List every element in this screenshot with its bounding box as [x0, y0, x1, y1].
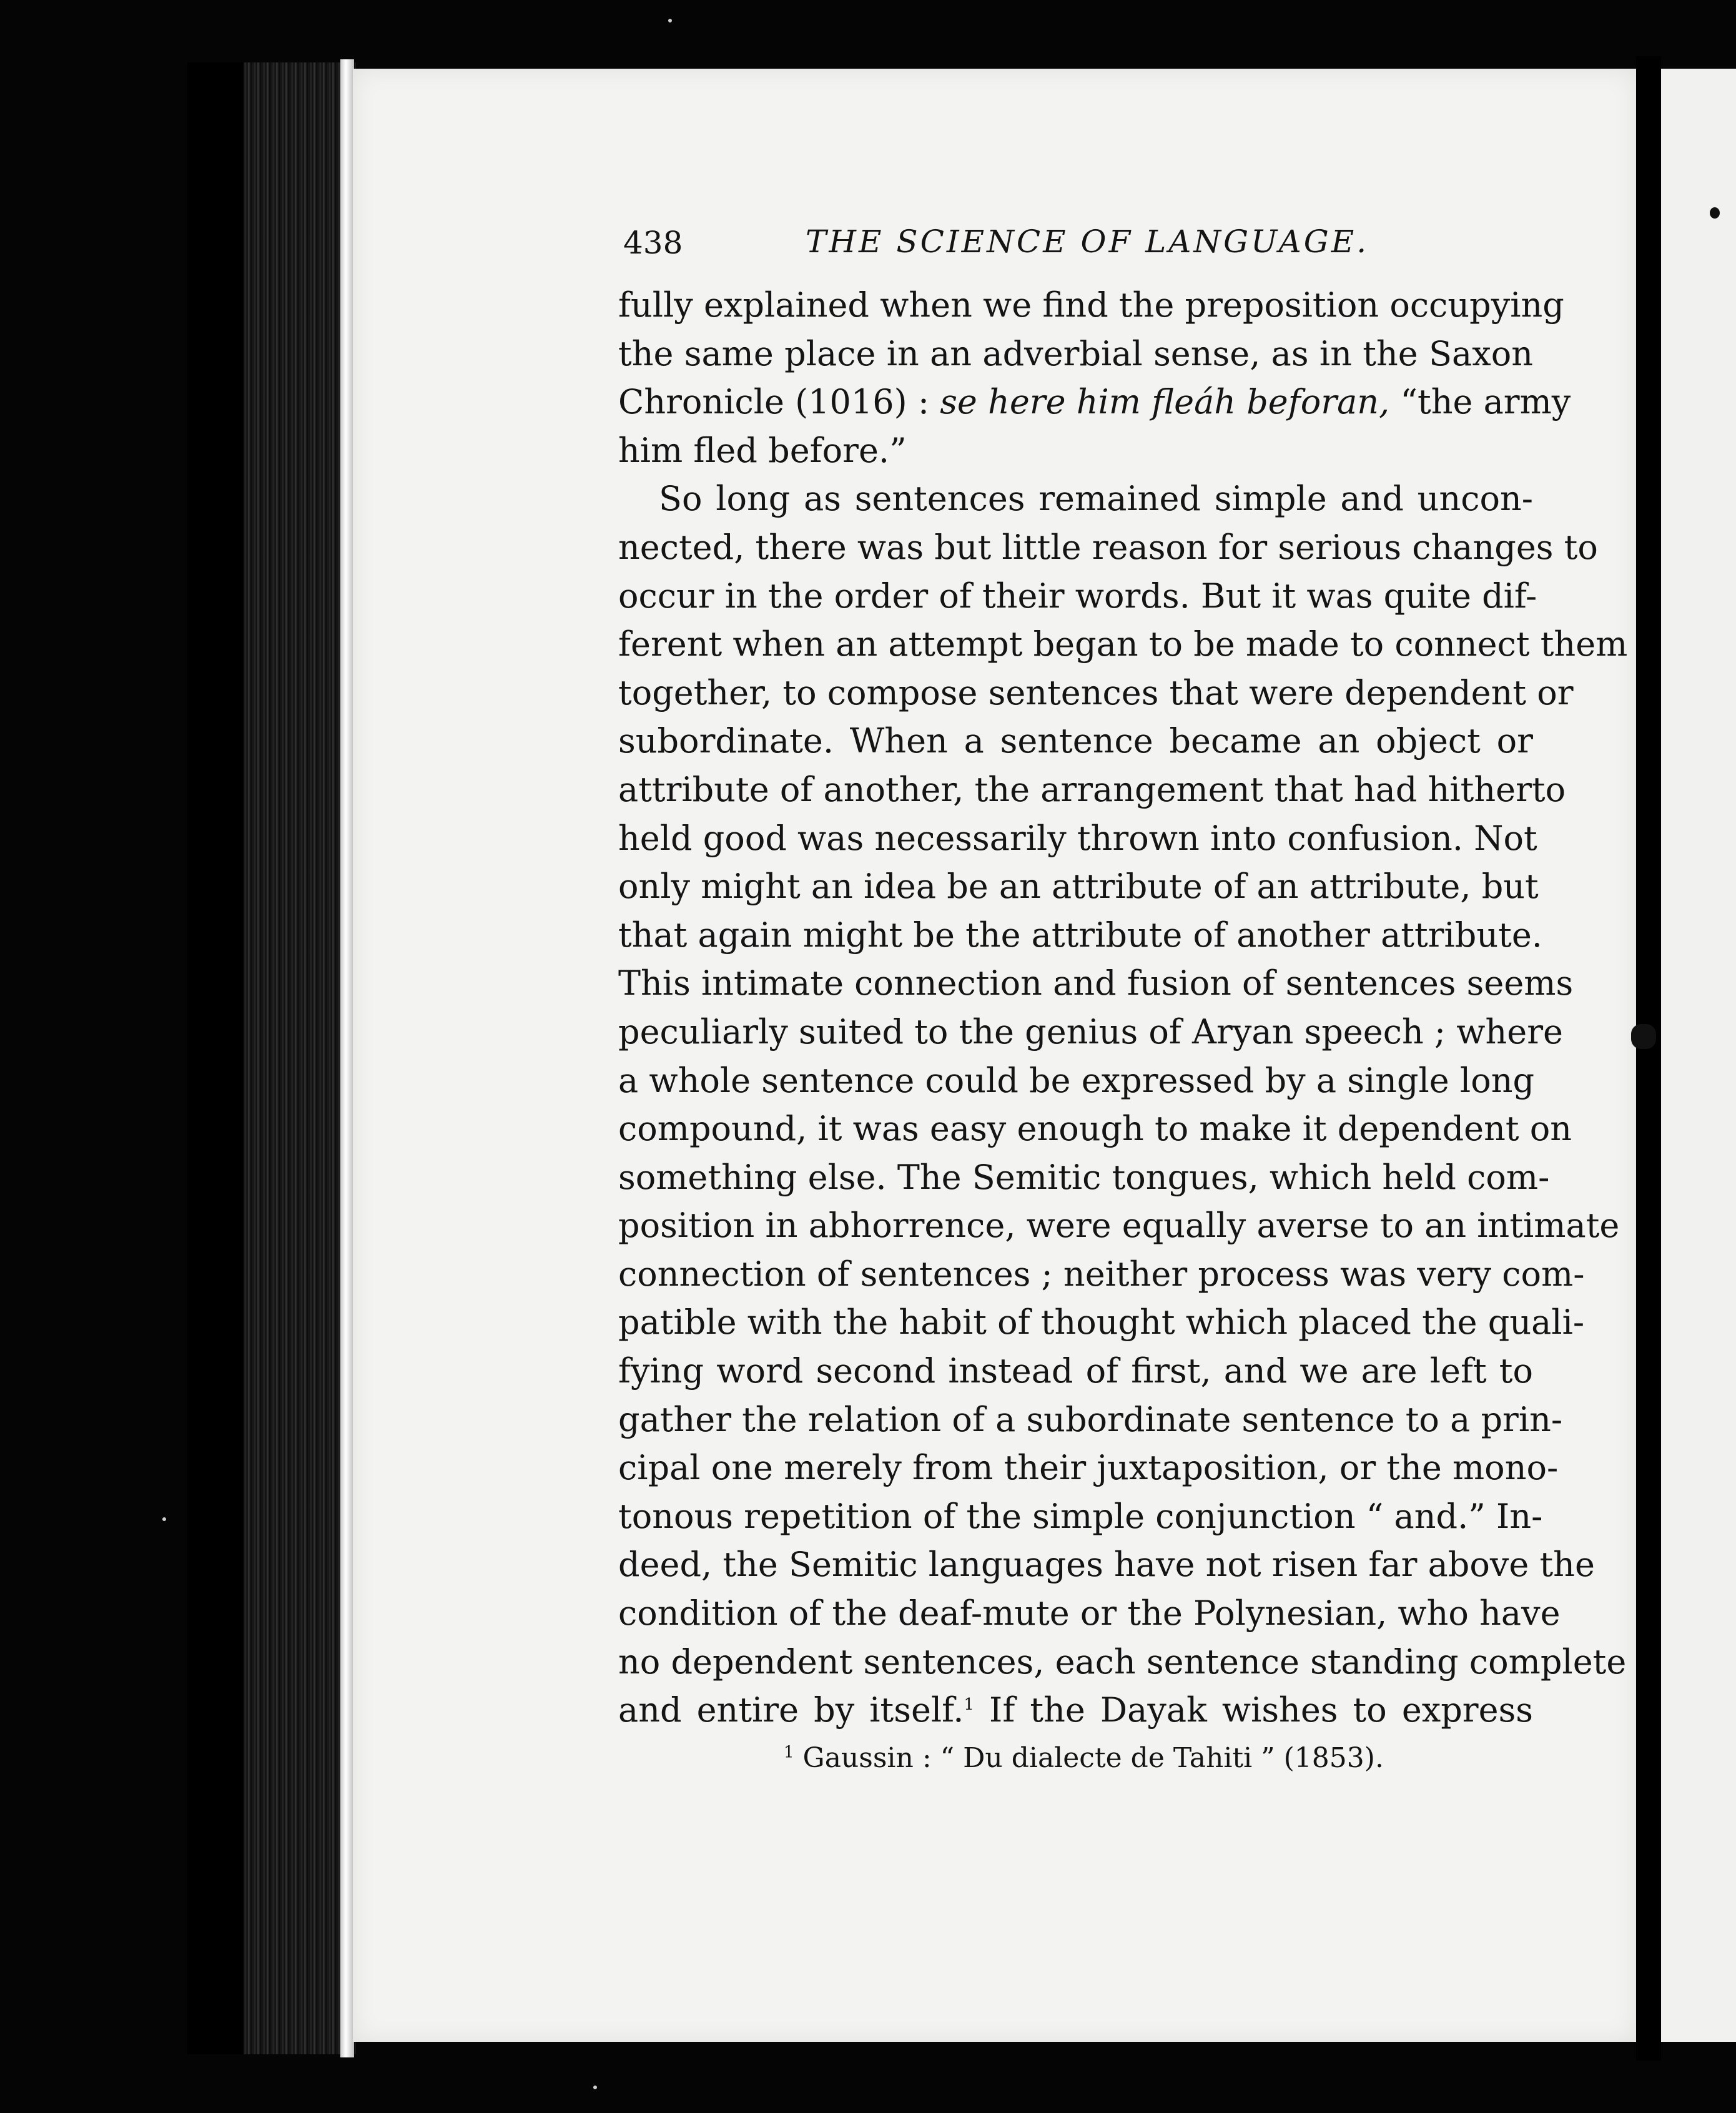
text-line: position in abhorrence, were equally averse to an intimate [618, 1206, 1620, 1246]
text-line: compound, it was easy enough to make it dependent on [618, 1109, 1572, 1149]
gutter-shadow [1636, 56, 1661, 2061]
running-head: THE SCIENCE OF LANGUAGE. [806, 224, 1369, 260]
dust-speck [162, 1517, 166, 1521]
text-line: occur in the order of their words. But it was quite dif- [618, 576, 1537, 616]
text-line: This intimate connection and fusion of sentences seems [618, 963, 1574, 1003]
text-line: condition of the deaf-mute or the Polynesian, who have [618, 1593, 1561, 1633]
dust-speck [593, 2086, 597, 2089]
text-line: nected, there was but little reason for serious changes to [618, 527, 1598, 567]
sentence-end: and entire by itself. [618, 1690, 964, 1730]
footnote-reference: 1 [964, 1695, 974, 1715]
text-line: together, to compose sentences that were dependent or [618, 672, 1574, 712]
text-line: the same place in an adverbial sense, as in the Saxon [618, 333, 1533, 373]
text-line: a whole sentence could be expressed by a single long [618, 1060, 1535, 1100]
footnote [618, 1740, 1533, 1777]
text-line: something else. The Semitic tongues, which held com- [618, 1157, 1550, 1197]
text-line [618, 1686, 1533, 1735]
text-line: patible with the habit of thought which placed the quali- [618, 1303, 1585, 1342]
sentence-start: If the Dayak wishes to express [989, 1690, 1533, 1730]
page-header [618, 212, 1533, 281]
text-line: only might an idea be an attribute of an attribute, but [618, 867, 1539, 907]
body-text [618, 281, 1628, 1735]
text-line: fying word second instead of first, and we are left to [618, 1351, 1533, 1391]
text-line: attribute of another, the arrangement that had hitherto [618, 769, 1566, 809]
text-line: fully explained when we find the preposition occupying [618, 285, 1564, 325]
footnote-marker: 1 [784, 1743, 794, 1762]
dust-speck [668, 19, 672, 22]
book-shadow [187, 62, 244, 2054]
text-line: that again might be the attribute of another attribute. [618, 915, 1542, 955]
page-number: 438 [623, 225, 683, 261]
text-line: gather the relation of a subordinate sentence to a prin- [618, 1399, 1563, 1439]
facing-page-strip [1661, 69, 1736, 2042]
text-line: no dependent sentences, each sentence standing complete [618, 1642, 1627, 1682]
text-line: deed, the Semitic languages have not risen far above the [618, 1545, 1595, 1585]
text-line: peculiarly suited to the genius of Aryan speech ; where [618, 1012, 1563, 1052]
text-line: So long as sentences remained simple and uncon- [659, 479, 1533, 519]
text-line: cipal one merely from their juxtaposition, or the mono- [618, 1448, 1559, 1488]
text-line: him fled before.” [618, 430, 907, 470]
gutter-mark [1631, 1024, 1656, 1049]
footnote-text: Gaussin : “ Du dialecte de Tahiti ” (1853). [802, 1741, 1384, 1774]
page-left-edge [340, 59, 354, 2057]
translation-text: “the army [1400, 382, 1571, 422]
page-content [618, 212, 1628, 1777]
text-line: connection of sentences ; neither process was very com- [618, 1254, 1585, 1294]
text-line [618, 378, 1571, 426]
text-line: held good was necessarily thrown into confusion. Not [618, 818, 1537, 858]
text-line: ferent when an attempt began to be made to connect them [618, 624, 1628, 664]
saxon-quote: se here him fleáh beforan, [940, 382, 1390, 422]
citation-text: Chronicle (1016) : [618, 382, 930, 422]
text-line: subordinate. When a sentence became an object or [618, 721, 1533, 761]
text-line: tonous repetition of the simple conjunction “ and.” In- [618, 1496, 1543, 1536]
facing-page-mark [1710, 207, 1720, 219]
